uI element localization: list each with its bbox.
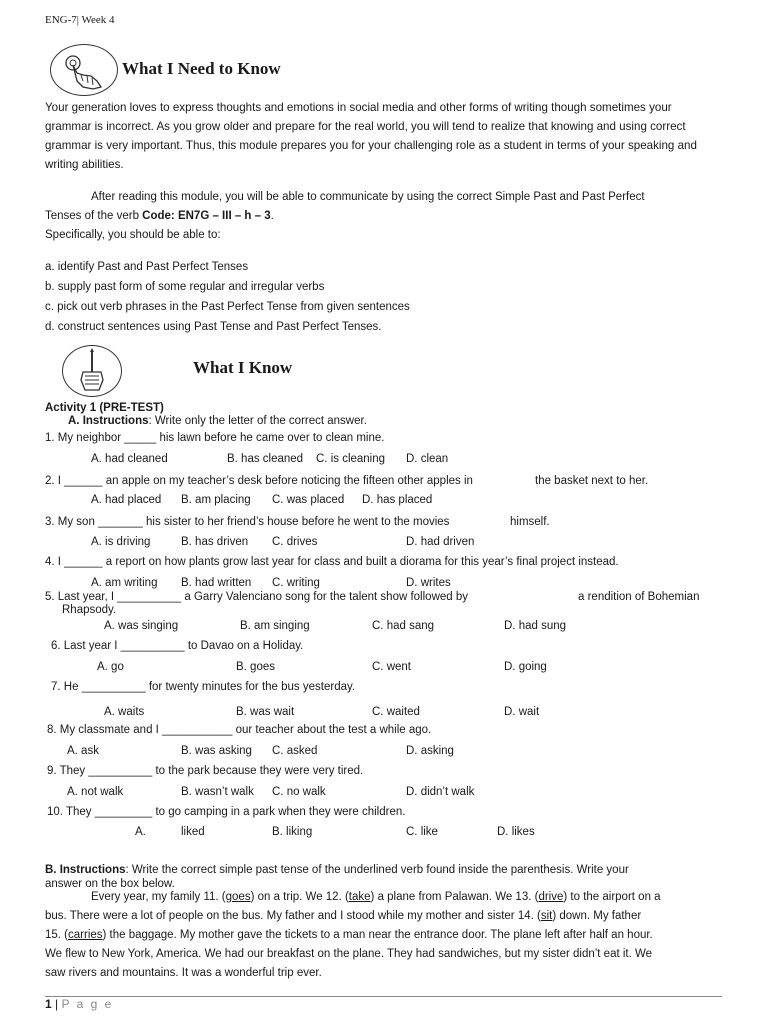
question-6: 6. Last year I __________ to Davao on a Holiday. xyxy=(51,640,304,652)
q10-option-a-text: liked xyxy=(181,826,205,838)
q5-option-a: A. was singing xyxy=(104,620,179,632)
q6-option-c: C. went xyxy=(372,661,411,673)
b-instructions-line-2: answer on the box below. xyxy=(45,878,175,890)
question-5: 5. Last year, I __________ a Garry Valenciano song for the talent show followed by xyxy=(45,591,469,603)
b-instructions xyxy=(45,863,629,877)
story-text: ) on a trip. We 12. ( xyxy=(250,891,349,903)
story-text: ) down. My father xyxy=(552,910,642,922)
verb-drive: drive xyxy=(538,891,564,903)
q1-option-b: B. has cleaned xyxy=(227,453,304,465)
q4-option-a: A. am writing xyxy=(91,577,158,589)
q2-option-a: A. had placed xyxy=(91,494,162,506)
question-9: 9. They __________ to the park because they were very tired. xyxy=(47,765,364,777)
story-line-5: saw rivers and mountains. It was a wonderful trip ever. xyxy=(45,967,322,979)
objective-c: c. pick out verb phrases in the Past Perfect Tense from given sentences xyxy=(45,301,410,313)
q7-option-a: A. waits xyxy=(104,706,145,718)
story-line-3 xyxy=(45,926,653,945)
question-1: 1. My neighbor _____ his lawn before he came over to clean mine. xyxy=(45,432,385,444)
intro-paragraph: Your generation loves to express thoughts and emotions in social media and other forms of writing though sometimes your grammar is incorrect. As you grow older and prepare for the real world, you will tend to realize that knowing and using correct grammar is very important. Thus, this module prepares you for your challenging role as a student in terms of your speaking and writing abilities. xyxy=(45,101,697,171)
q1-option-d: D. clean xyxy=(406,453,449,465)
q6-option-a: A. go xyxy=(97,661,124,673)
q4-option-c: C. writing xyxy=(272,577,320,589)
pointing-hand-icon xyxy=(50,44,118,96)
q3-option-d: D. had driven xyxy=(406,536,475,548)
q6-option-b: B. goes xyxy=(236,661,275,673)
story-text: 15. ( xyxy=(45,929,69,941)
q1-option-a: A. had cleaned xyxy=(91,453,168,465)
after-reading-line-1: After reading this module, you will be able to communicate by using the correct Simple Past and Past Perfect xyxy=(91,191,645,203)
story-line-1 xyxy=(91,888,661,907)
question-8: 8. My classmate and I ___________ our teacher about the test a while ago. xyxy=(47,724,432,736)
q5-option-c: C. had sang xyxy=(372,620,435,632)
question-5-cont-2: Rhapsody. xyxy=(62,604,117,616)
q2-option-c: C. was placed xyxy=(272,494,345,506)
what-i-know-title: What I Know xyxy=(193,358,293,377)
b-instructions-text: : Write the correct simple past tense of the underlined verb found inside the parenthesis. Write your xyxy=(125,864,629,876)
q1-option-c: C. is cleaning xyxy=(316,453,386,465)
question-3: 3. My son _______ his sister to her friend’s house before he went to the movies xyxy=(45,516,450,528)
objective-d: d. construct sentences using Past Tense and Past Perfect Tenses. xyxy=(45,321,382,333)
q10-option-b: B. liking xyxy=(272,826,313,838)
module-code: Code: EN7G – III – h – 3 xyxy=(142,210,271,222)
story-text: Every year, my family 11. ( xyxy=(91,891,226,903)
after-reading-line-2 xyxy=(45,207,274,226)
q8-option-d: D. asking xyxy=(406,745,454,757)
a-instructions-label: A. Instructions xyxy=(68,415,149,427)
q10-option-d: D. likes xyxy=(497,826,535,838)
story-text: ) to the airport on a xyxy=(563,891,661,903)
course-header: ENG-7| Week 4 xyxy=(45,14,115,26)
q8-option-c: C. asked xyxy=(272,745,318,757)
page-footer xyxy=(45,997,113,1011)
q6-option-d: D. going xyxy=(504,661,547,673)
q9-option-d: D. didn’t walk xyxy=(406,786,475,798)
story-line-4: We flew to New York, America. We had our breakfast on the plane. They had sandwiches, but my sister didn’t eat it. We xyxy=(45,948,653,960)
q9-option-b: B. wasn’t walk xyxy=(181,786,254,798)
q3-option-b: B. has driven xyxy=(181,536,249,548)
verb-carries: carries xyxy=(68,929,103,941)
q5-option-d: D. had sung xyxy=(504,620,567,632)
page-sep: | xyxy=(51,997,62,1011)
q9-option-c: C. no walk xyxy=(272,786,326,798)
question-7: 7. He __________ for twenty minutes for the bus yesterday. xyxy=(51,681,356,693)
verb-goes: goes xyxy=(225,891,251,903)
question-10: 10. They _________ to go camping in a park when they were children. xyxy=(47,806,406,818)
story-text: ) a plane from Palawan. We 13. ( xyxy=(370,891,539,903)
q7-option-b: B. was wait xyxy=(236,706,295,718)
q10-option-c: C. like xyxy=(406,826,438,838)
q2-option-b: B. am placing xyxy=(181,494,251,506)
period: . xyxy=(270,210,274,222)
question-4: 4. I ______ a report on how plants grow last year for class and built a diorama for this year’s final project instead. xyxy=(45,556,619,568)
q9-option-a: A. not walk xyxy=(67,786,124,798)
q3-option-a: A. is driving xyxy=(91,536,151,548)
objective-a: a. identify Past and Past Perfect Tenses xyxy=(45,261,249,273)
q2-option-d: D. has placed xyxy=(362,494,433,506)
q8-option-b: B. was asking xyxy=(181,745,252,757)
footer-divider xyxy=(45,996,722,997)
activity-label: Activity 1 (PRE-TEST) xyxy=(45,402,164,414)
story-line-2 xyxy=(45,907,641,926)
what-i-need-to-know-title: What I Need to Know xyxy=(122,59,281,78)
q5-option-b: B. am singing xyxy=(240,620,310,632)
a-instructions xyxy=(68,412,367,431)
question-5-cont: a rendition of Bohemian xyxy=(578,591,700,603)
raised-hand-pencil-icon xyxy=(62,345,122,397)
q8-option-a: A. ask xyxy=(67,745,99,757)
verb-sit: sit xyxy=(540,910,553,922)
q10-option-a: A. xyxy=(135,826,146,838)
q4-option-d: D. writes xyxy=(406,577,451,589)
question-3-cont: himself. xyxy=(510,516,550,528)
q4-option-b: B. had written xyxy=(181,577,252,589)
q3-option-c: C. drives xyxy=(272,536,318,548)
a-instructions-text: : Write only the letter of the correct answer. xyxy=(148,415,367,427)
verb-take: take xyxy=(348,891,371,903)
question-2: 2. I ______ an apple on my teacher’s desk before noticing the fifteen other apples in xyxy=(45,475,473,487)
question-2-cont: the basket next to her. xyxy=(535,475,649,487)
b-instructions-label: B. Instructions xyxy=(45,864,126,876)
specifically-line: Specifically, you should be able to: xyxy=(45,229,221,241)
story-text: ) the baggage. My mother gave the tickets to a man near the entrance door. The plane left after half an hour. xyxy=(102,929,653,941)
objective-b: b. supply past form of some regular and irregular verbs xyxy=(45,281,325,293)
q7-option-d: D. wait xyxy=(504,706,540,718)
after-reading-text: Tenses of the verb xyxy=(45,210,143,222)
page-number: 1 xyxy=(45,997,52,1011)
page-label: P a g e xyxy=(61,997,114,1011)
story-text: bus. There were a lot of people on the bus. My father and I stood while my mother and sister 14. ( xyxy=(45,910,541,922)
q7-option-c: C. waited xyxy=(372,706,420,718)
